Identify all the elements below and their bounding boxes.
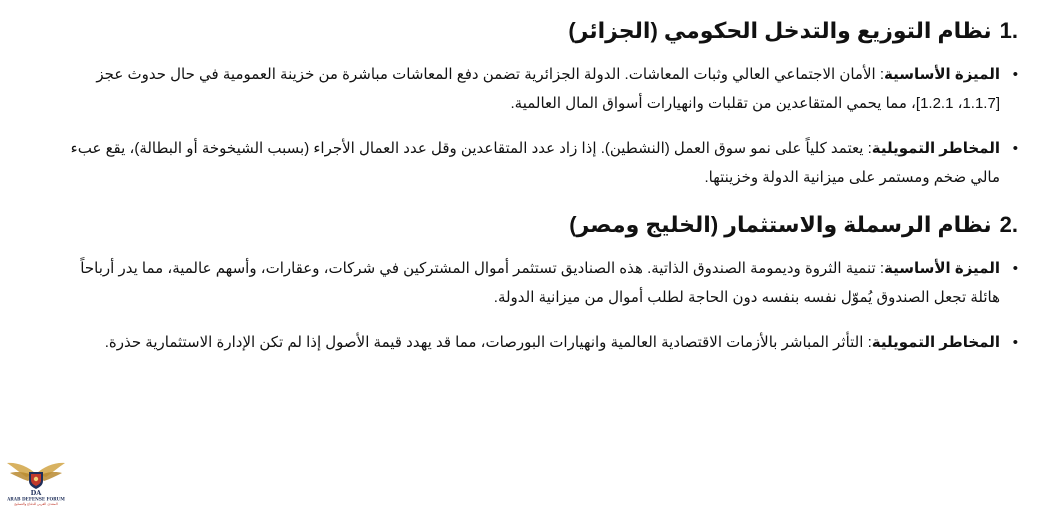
bullet-text: تنمية الثروة وديمومة الصندوق الذاتية. هذه الصناديق تستثمر أموال المشتركين في شركات، وعقارات، وأسهم عالمية، مما يدر أرباحاً هائلة تجعل الصندوق يُموّل نفسه بنفسه دون الحاجة لطلب أموال من ميزانية الدولة. <box>80 260 1000 306</box>
bullet-separator: : <box>875 260 885 277</box>
svg-text:DA: DA <box>30 489 42 497</box>
section-number: 2. <box>999 212 1018 237</box>
bullet-term: الميزة الأساسية <box>884 260 1000 277</box>
section-title: نظام التوزيع والتدخل الحكومي (الجزائر) <box>568 18 992 43</box>
bullet-text: الأمان الاجتماعي العالي وثبات المعاشات. الدولة الجزائرية تضمن دفع المعاشات مباشرة من خزينة العمومية في حال حدوث عجز [1.1.7، 1.2.1]، مما يحمي المتقاعدين من تقلبات وانهيارات أسواق المال العالمية. <box>96 66 1000 112</box>
section-heading <box>58 14 1018 48</box>
section-heading <box>58 208 1018 242</box>
bullet-item <box>58 254 1000 312</box>
bullet-list <box>58 254 1018 357</box>
section-number: 1. <box>999 18 1018 43</box>
forum-logo-watermark <box>4 452 68 506</box>
bullet-item <box>58 60 1000 118</box>
bullet-separator: : <box>875 66 885 83</box>
bullet-list <box>58 60 1018 192</box>
svg-text:المنتدى العربي للدفاع والتسليح: المنتدى العربي للدفاع والتسليح <box>14 502 58 506</box>
bullet-term: الميزة الأساسية <box>884 66 1000 83</box>
section-title: نظام الرسملة والاستثمار (الخليج ومصر) <box>569 212 992 237</box>
bullet-separator: : <box>863 140 872 157</box>
bullet-separator: : <box>863 334 872 351</box>
bullet-text: يعتمد كلياً على نمو سوق العمل (النشطين). إذا زاد عدد المتقاعدين وقل عدد العمال الأجراء (بسبب الشيخوخة أو البطالة)، يقع عبء مالي ضخم ومستمر على ميزانية الدولة وخزينتها. <box>70 140 1000 186</box>
winged-shield-emblem-icon <box>4 452 68 506</box>
svg-text:ARAB DEFENSE FORUM: ARAB DEFENSE FORUM <box>7 496 65 502</box>
bullet-item <box>58 328 1000 357</box>
bullet-term: المخاطر التمويلية <box>871 334 1000 351</box>
section-1 <box>58 14 1018 192</box>
section-2 <box>58 208 1018 357</box>
bullet-text: التأثر المباشر بالأزمات الاقتصادية العالمية وانهيارات البورصات، مما قد يهدد قيمة الأصول إذا لم تكن الإدارة الاستثمارية حذرة. <box>104 334 864 351</box>
bullet-term: المخاطر التمويلية <box>871 140 1000 157</box>
bullet-item <box>58 134 1000 192</box>
